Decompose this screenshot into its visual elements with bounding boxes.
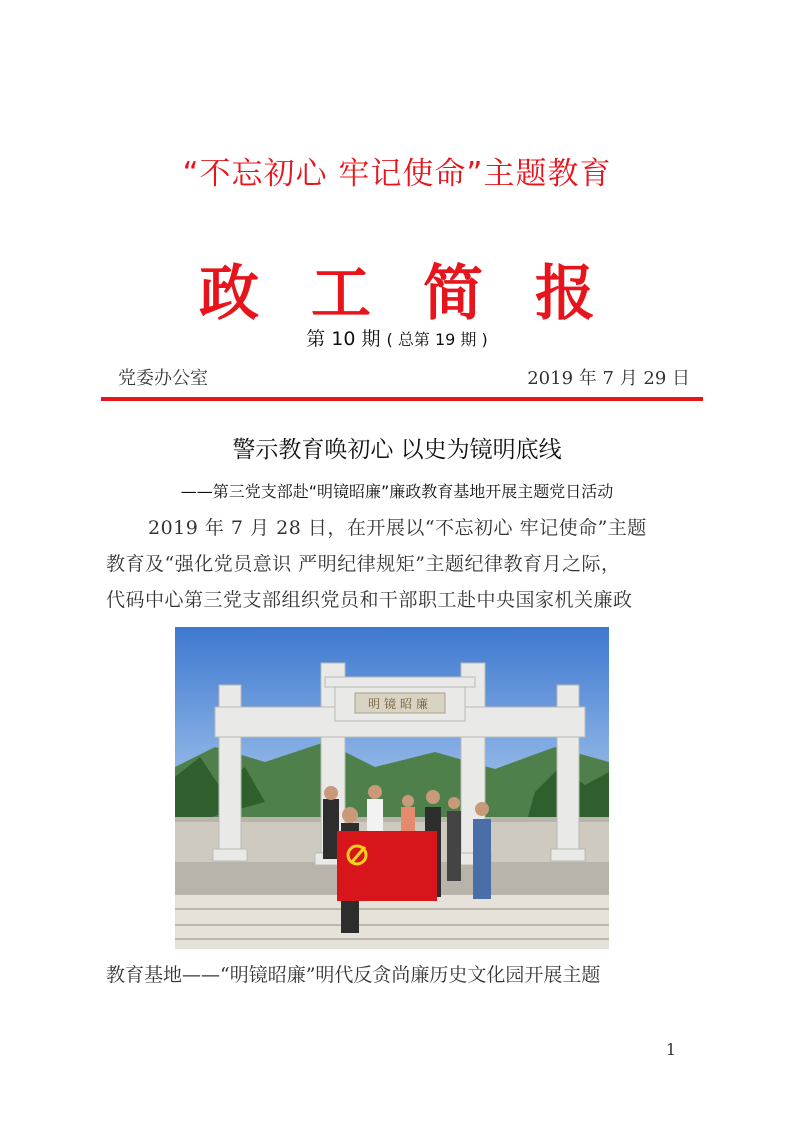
- red-divider: [101, 397, 703, 401]
- page-number: 1: [665, 1040, 676, 1059]
- issue-date: 2019 年 7 月 29 日: [527, 368, 690, 389]
- body-line-2: 教育及“强化党员意识 严明纪律规矩”主题纪律教育月之际，: [106, 553, 621, 575]
- article-subtitle: ——第三党支部赴“明镜昭廉”廉政教育基地开展主题党日活动: [180, 482, 614, 501]
- issuing-office: 党委办公室: [118, 368, 208, 389]
- steps: [175, 895, 609, 949]
- article-title: 警示教育唤初心 以史为镜明底线: [232, 437, 562, 463]
- photo-caption: 教育基地——“明镜昭廉”明代反贪尚廉历史文化园开展主题: [106, 964, 601, 986]
- group-photo: [175, 627, 609, 949]
- body-line-1: 2019 年 7 月 28 日，在开展以“不忘初心 牢记使命”主题: [148, 517, 647, 539]
- issue-total: ( 总第 19 期 ): [386, 330, 488, 349]
- masthead-title: 政工简报: [199, 259, 647, 329]
- party-flag: [337, 831, 437, 901]
- arch-inscription: 明镜昭廉: [367, 697, 433, 711]
- supertitle: “不忘初心 牢记使命”主题教育: [182, 156, 612, 192]
- issue-number: [0, 324, 794, 351]
- body-line-3: 代码中心第三党支部组织党员和干部职工赴中央国家机关廉政: [106, 589, 633, 611]
- issue-main: 第 10 期: [306, 328, 381, 350]
